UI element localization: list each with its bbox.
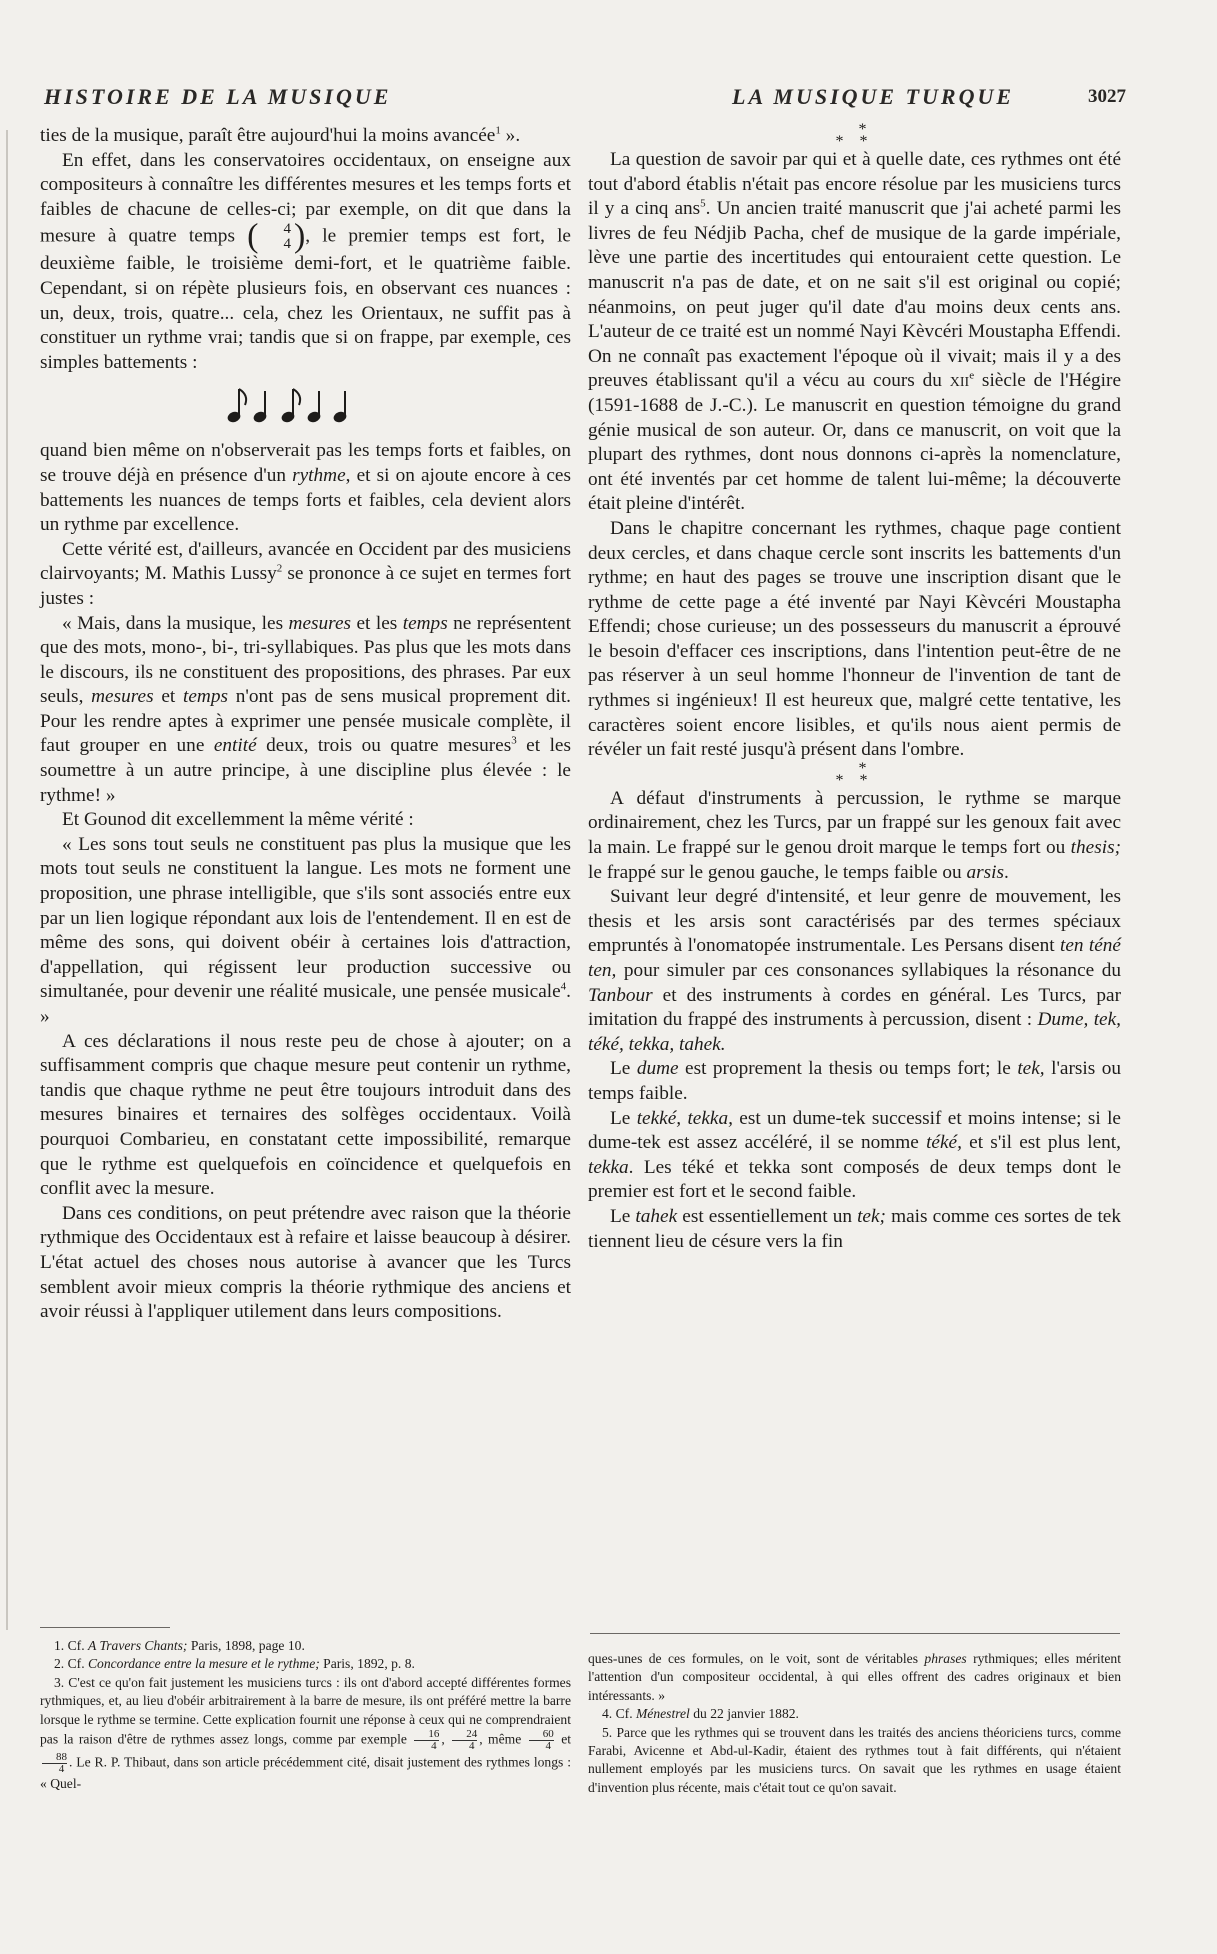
time-signature: 4 4 <box>283 221 291 253</box>
footnote-ref[interactable]: 1 <box>495 124 501 137</box>
footnote-ref[interactable]: 5 <box>700 197 706 210</box>
paragraph: Le dume est proprement la thesis ou temps fort; le tek, l'arsis ou temps faible. <box>588 1058 1122 1104</box>
paragraph: En effet, dans les conservatoires occidentaux, on enseigne aux compositeurs à connaître les différentes mesures et les temps forts et faibles de chacune de celles-ci; par exemple, on dit que dans la mesure à quatre temps ( 4 4 ), le premier temps est fort, le deuxième faible, le troisième demi-fort, et le quatrième faible. Cependant, si on répète plusieurs fois, en observant ces nuances : un, deux, trois, quatre... cela, chez les Orientaux, ne suffit pas à constituer un rythme vrai; tandis que si on frappe, par exemple, ces simples battements : <box>40 149 571 373</box>
paragraph: Dans le chapitre concernant les rythmes, chaque page contient deux cercles, et dans chaque cercle sont inscrits les battements d'un rythme; en haut des pages se trouve une inscription disant que le rythme de cette page a été inventé par Nayi Kèvcéri Moustapha Effendi; chose curieuse; un des possesseurs du manuscrit a éprouvé le besoin d'effacer ces inscriptions, dans l'intention peut-être de ne pas réserver à un seul homme l'honneur de l'invention de tant de rythmes si ingénieux! Il est heureux que, malgré cette tentative, les caractères soient encore lisibles, et qu'ils nous aient permis de révéler un fait resté jusqu'à présent dans l'ombre. <box>588 517 1121 761</box>
paragraph: Dans ces conditions, on peut prétendre avec raison que la théorie rythmique des Occidentaux est à refaire et laisse beaucoup à désirer. L'état actuel des choses nous autorise à avancer que les Turcs semblent avoir mieux compris la théorie rythmique des anciens et avoir réussi à l'appliquer utilement dans leurs compositions. <box>40 1202 571 1323</box>
right-column <box>588 121 1122 1254</box>
paragraph: Le tahek est essentiellement un tek; mais comme ces sortes de tek tiennent lieu de césure vers la fin <box>588 1205 1121 1252</box>
footnote: 2. Cf. Concordance entre la mesure et le rythme; Paris, 1892, p. 8. <box>54 1656 415 1672</box>
paragraph: Suivant leur degré d'intensité, et leur genre de mouvement, les thesis et les arsis sont caractérisés par des termes spéciaux empruntés à l'onomatopée instrumentale. Les Persans disent ten téné ten, pour simuler par ces consonances syllabiques la résonance du Tanbour et des instruments à cordes en général. Les Turcs, par imitation du frappé des instruments à percussion, disent : Dume, tek, téké, tekka, tahek. <box>588 886 1121 1055</box>
left-column <box>40 124 571 1325</box>
footnote-ref[interactable]: 4 <box>560 980 567 993</box>
paragraph: A ces déclarations il nous reste peu de chose à ajouter; on a suffisamment compris que chaque mesure peut contenir un rythme, tandis que chaque rythme ne peut être toujours introduit dans des mesures binaires et ternaires des solfèges occidentaux. Voilà pourquoi Combarieu, en constatant cette impossibilité, remarque que le rythme est quelquefois en coïncidence et quelquefois en conflit avec la mesure. <box>40 1030 571 1200</box>
paragraph: Et Gounod dit excellemment la même vérité : <box>62 809 414 831</box>
paragraph: Cette vérité est, d'ailleurs, avancée en Occident par des musiciens clairvoyants; M. Mathis Lussy$^2$ se prononce à ce sujet en termes fort justes : <box>40 538 572 609</box>
footnote: 3. C'est ce qu'on fait justement les musiciens turcs : ils ont d'abord accepté différentes formes rythmiques, et, au lieu d'obéir arbitrairement à la barre de mesure, ils ont préféré mettre la barre lorsque le rythme se termine. Cette explication fournit une réponse à ceux qui ne comprendraient pas la raison d'être de rythmes assez longs, comme par exemple $\frac{16}{4}$ , $\frac{24}{4}$ , même $\frac{60}{4}$ et $\frac{88}{4}$ . Le R. P. Thibaut, dans son article précédemment cité, disait justement des rythmes longs : « Quel- <box>40 1674 571 1792</box>
paragraph: La question de savoir par qui et à quelle date, ces rythmes ont été tout d'abord établis n'était pas encore résolue par les musiciens turcs il y a cinq ans$^5$. Un ancien traité manuscrit que j'ai acheté parmi les livres de feu Nédjib Pacha, chef de musique de la garde impériale, lève une partie des incertitudes qui entouraient cette question. Le manuscrit n'a pas de date, et on ne sait s'il est original ou copié; néanmoins, on peut juger qu'il date d'au moins deux cents ans. L'auteur de ce traité est un nommé Nayi Kèvcéri Moustapha Effendi. On ne connaît pas exactement l'époque où il vivait; mais il y a des preuves établissant qu'il a vécu au cours du xii$^e$ siècle de l'Hégire (1591-1688 de J.-C.). Le manuscrit en question témoigne du grand génie musical de son auteur. Or, dans ce manuscrit, on voit que la plupart des rythmes, dont nous donnons ci-après la nomenclature, ont été inventés par cet homme de talent lui-même; la découverte était pleine d'intérêt. <box>588 149 1122 515</box>
footnote: 4. Cf. Ménestrel du 22 janvier 1882. <box>602 1706 799 1722</box>
footnote-ref[interactable]: 2 <box>276 562 283 575</box>
running-header-left: HISTOIRE DE LA MUSIQUE <box>44 84 392 109</box>
paragraph: quand bien même on n'observerait pas les temps forts et faibles, on se trouve déjà en présence d'un rythme, et si on ajoute encore à ces battements les nuances de temps forts et faibles, cela devient alors un rythme par excellence. <box>40 440 571 536</box>
rhythm-notation <box>220 385 571 425</box>
running-header-right: LA MUSIQUE TURQUE <box>732 84 1015 109</box>
footnote: 1. Cf. A Travers Chants; Paris, 1898, page 10. <box>54 1638 305 1653</box>
paragraph: ties de la musique, paraît être aujourd'hui la moins avancée$^1$ ». <box>40 124 521 146</box>
footnote: 5. Parce que les rythmes qui se trouvent dans les traités des anciens théoriciens turcs, comme Farabi, Avicenne et Abd-ul-Kadir, étaient des rythmes tout à fait différents, qui n'étaient nullement employés par les musiciens turcs. On savait que les rythmes en usage étaient d'invention plus récente, mais c'était tout ce qu'on savait. <box>588 1724 1121 1795</box>
page-number: 3027 <box>1088 86 1126 107</box>
footnote: ques-unes de ces formules, on le voit, sont de véritables phrases rythmiques; elles méritent l'attention d'un compositeur occidental, à qui elles offrent des cadres originaux et bien intéressants. » <box>588 1651 1122 1703</box>
paragraph: A défaut d'instruments à percussion, le rythme se marque ordinairement, chez les Turcs, par un frappé sur les genoux fait avec la main. Le frappé sur le genou droit marque le temps fort ou thesis; le frappé sur le genou gauche, le temps faible ou arsis. <box>588 787 1121 883</box>
binding-shadow <box>6 130 8 1630</box>
section-separator: * * * <box>835 121 874 150</box>
footnote-rule <box>40 1627 170 1628</box>
paragraph: Le tekké, tekka, est un dume-tek successif et moins intense; si le dume-tek est assez accéléré, il se nomme téké, et s'il est plus lent, tekka. Les téké et tekka sont composés de deux temps dont le premier est fort et le second faible. <box>588 1107 1121 1203</box>
quotation-paragraph: « Les sons tout seuls ne constituent pas plus la musique que les mots tout seuls ne constituent la langue. Les mots ne forment une proposition, une phrase intelligible, que s'ils sont associés entre eux par un lien logique répondant aux lois de l'entendement. Il en est de même des sons, qui doivent obéir à certaines lois d'attraction, d'appellation, qui régissent leur production successive ou simultanée, pour devenir une réalité musicale, une pensée musicale$^4$. » <box>40 833 571 1027</box>
footnotes-left <box>40 1637 571 1793</box>
quotation-paragraph: « Mais, dans la musique, les mesures et les temps ne représentent que des mots, mono-, bi-, tri-syllabiques. Pas plus que les mots dans le discours, ils ne constituent des propositions, des phrases. Par eux seuls, mesures et temps n'ont pas de sens musical proprement dit. Pour les rendre aptes à exprimer une pensée musicale complète, il faut grouper en une entité deux, trois ou quatre mesures$^3$ et les soumettre à un autre principe, à une discipline plus élevée : le rythme! » <box>40 612 572 806</box>
footnote-ref[interactable]: 3 <box>511 735 517 748</box>
footnotes-right <box>588 1650 1121 1797</box>
footnote-rule <box>590 1633 1120 1634</box>
music-notes-icon <box>220 385 370 425</box>
section-separator: * * * <box>835 759 874 789</box>
